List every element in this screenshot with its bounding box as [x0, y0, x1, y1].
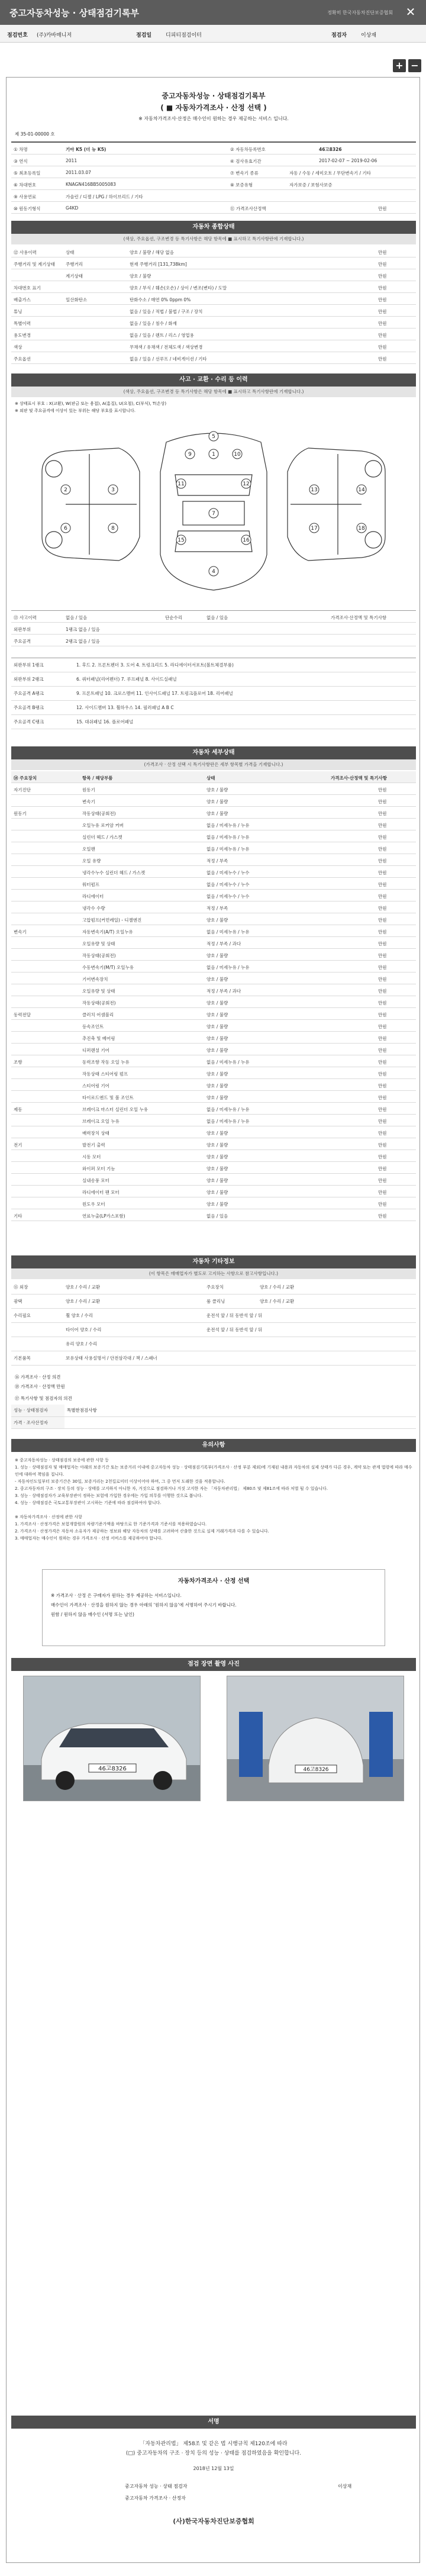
window-title: 중고자동차성능 · 상태점검기록부 [9, 8, 140, 18]
detail-row: 와이퍼 모터 기능 양호 / 불량 만원 [11, 1162, 416, 1174]
report-sheet [6, 77, 420, 2563]
part-marker [108, 485, 118, 494]
notice-line: 3. 성능 · 상태점검자가 교육부장관이 정하는 보험에 가입한 경우에는 가입 의무를 이행한 것으로 봅니다. [15, 1493, 203, 1498]
notice-text [15, 1457, 412, 1542]
part-marker [309, 485, 319, 494]
basic-info-table [11, 141, 416, 214]
detail-row: 작동상태(공회전) 양호 / 불량 만원 [11, 949, 416, 961]
other-row: 유리 양호 / 수리 [11, 1337, 416, 1351]
summary-section-note: (색상, 주요옵션, 구조변경 등 특기사항은 해당 항목에 ■ 표시하고 특기사항란에 기재합니다.) [11, 234, 416, 244]
detail-table [11, 771, 416, 1221]
notice-section-header: 유의사항 [11, 1439, 416, 1452]
detail-row: 전기 발전기 출력 양호 / 불량 만원 [11, 1138, 416, 1150]
accident-legend-2: ※ 외판 및 주요골격에 이상이 있는 부위는 해당 부호를 표시합니다. [15, 408, 135, 413]
part-marker [309, 523, 319, 533]
close-icon[interactable]: ✕ [405, 5, 416, 19]
detail-row: 동력전달 클러치 어셈블리 양호 / 불량 만원 [11, 1008, 416, 1020]
summary-row: 배출가스 일산화탄소 탄화수소 / 매연 0% 0ppm 0% 만원 [11, 293, 416, 305]
accident-table [11, 610, 416, 646]
svg-text:46고8326: 46고8326 [98, 1766, 127, 1772]
other-row: 타이어 양호 / 수리 운전석 앞 / 뒤 동반석 앞 / 뒤 [11, 1323, 416, 1337]
zoom-out-button[interactable]: − [408, 59, 421, 72]
part-marker [209, 449, 218, 459]
svg-text:12: 12 [243, 481, 250, 487]
detail-section-note: (가격조사 · 산정 선택 시 특기사항란은 세부 항목별 가격을 기재합니다.) [11, 759, 416, 770]
exterior-row: 외판부위 1랭크 1. 후드 2. 프론트펜더 3. 도어 4. 트렁크리드 5. 라디에이터서포트(볼트체결부품) [11, 658, 416, 672]
detail-row: 자기진단 원동기 양호 / 불량 만원 [11, 783, 416, 795]
summary-row: 주행거리 및 계기상태 주행거리 현재 주행거리 [131,738km] 만원 [11, 257, 416, 269]
svg-text:7: 7 [212, 511, 215, 517]
detail-row: 냉각수 수량 적정 / 부족 만원 [11, 901, 416, 913]
inspection-photo-front [23, 1676, 201, 1801]
basic-row: ③ 연식 2011 ④ 검사유효기간 2017-02-07 ~ 2019-02-06 [11, 154, 416, 166]
photo-section-header: 점검 장면 촬영 사진 [11, 1658, 416, 1671]
detail-row: 배력장치 상태 양호 / 불량 만원 [11, 1126, 416, 1138]
detail-row: 오일팬 없음 / 미세누유 / 누유 만원 [11, 842, 416, 854]
detail-row: 디퍼렌셜 기어 양호 / 불량 만원 [11, 1044, 416, 1055]
svg-text:14: 14 [358, 487, 365, 493]
detail-header-row: ⑭ 주요장치 항목 / 해당부품 상태 가격조사·산정액 및 특기사항 [11, 771, 416, 783]
basic-row: ① 차명 기아 K5 (더 뉴 K5) ② 자동차등록번호 46고8326 [11, 143, 416, 154]
label-inspection-no: 점검번호 [7, 33, 28, 38]
other-row: 기본품목 보유상태 사용설명서 / 안전삼각대 / 잭 / 스패너 [11, 1351, 416, 1366]
detail-row: 등속조인트 양호 / 불량 만원 [11, 1020, 416, 1032]
detail-row: 실내송풍 모터 양호 / 불량 만원 [11, 1174, 416, 1186]
basic-row: ⑤ 최초등록일 2011.03.07 ⑦ 변속기 종류 자동 / 수동 / 세미오토 / 무단변속기 / 기타 [11, 166, 416, 178]
svg-text:11: 11 [178, 481, 185, 487]
part-marker [357, 485, 366, 494]
other-info-table [11, 1280, 416, 1366]
svg-text:16: 16 [243, 537, 250, 543]
svg-text:10: 10 [234, 452, 241, 458]
inspection-photo-rear [227, 1676, 404, 1801]
notice-line [15, 1506, 412, 1514]
detail-row: 기타 연료누출(LP가스포함) 없음 / 있음 만원 [11, 1209, 416, 1221]
price-selection-line: 매수인이 가격조사 · 산정을 원하지 않는 경우 아래의 ‘원하지 않음’에 서명하여 주시기 바랍니다. [51, 1602, 237, 1608]
detail-row: 기어변속장치 양호 / 불량 만원 [11, 973, 416, 984]
detail-row: 오일유량 및 상태 적정 / 부족 / 과다 만원 [11, 937, 416, 949]
exterior-row: 외판부위 2랭크 6. 쿼터패널(리어펜더) 7. 루프패널 8. 사이드실패널 [11, 672, 416, 687]
accident-row: ⑬ 사고이력 없음 / 있음 단순수리 없음 / 있음 가격조사·산정액 및 특기사항 [11, 611, 416, 623]
issuing-organization: (사)한국자동차진단보증협회 [173, 2517, 254, 2525]
document-title: 중고자동차성능 · 상태점검기록부 [162, 92, 266, 100]
notice-line: ※ 자동차가격조사 · 산정에 관한 사항 [15, 1515, 82, 1519]
value-inspector: 이상재 [361, 33, 377, 38]
svg-text:1: 1 [212, 452, 215, 458]
document-number-suffix: 호 [50, 131, 55, 137]
label-inspection-date: 점검일 [136, 33, 152, 38]
detail-row: 오일 유량 적정 / 부족 만원 [11, 854, 416, 866]
detail-row: 조향 동력조향 작동 오일 누유 없음 / 미세누유 / 누유 만원 [11, 1055, 416, 1067]
value-inspection-date: 디피티점검이터 [166, 33, 202, 38]
document-number [15, 131, 55, 137]
wheel-front-right [365, 461, 382, 477]
basic-row: ⑥ 차대번호 KNAGN416BB5005083 ⑧ 보증유형 자가보증 / 보험사보증 [11, 178, 416, 190]
detail-row: 실린더 헤드 / 가스켓 없음 / 미세누유 / 누유 만원 [11, 830, 416, 842]
inspection-photos [11, 1676, 416, 1806]
part-marker [209, 566, 218, 576]
notice-line: 3. 매매업자는 매수인이 원하는 경우 가격조사 · 산정 서비스를 제공하여야 합니다. [15, 1536, 163, 1541]
svg-text:17: 17 [311, 526, 318, 532]
document-subtitle: ( ■ 자동차가격조사 · 산정 선택 ) [160, 104, 267, 112]
detail-row: 브레이크 오일 누유 없음 / 미세누유 / 누유 만원 [11, 1115, 416, 1126]
other-row: 수리필요 휠 양호 / 수리 운전석 앞 / 뒤 동반석 앞 / 뒤 [11, 1309, 416, 1323]
notice-line: 1. 성능 · 상태점검자 및 매매업자는 아래의 보증기간 또는 보증거리 이내에 중고자동차 성능 · 상태점검기록부(가격조사 · 산정 부분 제외)에 기재된 내용과 자동차의 실제 상태가 다른 경우, 계약 또는 관계 법령에 따라 매수인에 대하여 책임을 집니다. [15, 1465, 412, 1477]
basic-row: ⑩ 원동기형식 G4KD ⑪ 가격조사산정액 만원 [11, 202, 416, 214]
header-right-text: 정확히 한국자동차진단보증협회 [327, 10, 393, 15]
summary-section-header: 자동차 종합상태 [11, 221, 416, 234]
summary-row: 용도변경 없음 / 있음 / 렌트 / 리스 / 영업용 만원 [11, 329, 416, 340]
accident-row: 외판부위 1랭크 없음 / 있음 [11, 623, 416, 635]
detail-row: 윈도우 모터 양호 / 불량 만원 [11, 1197, 416, 1209]
notice-line: ※ 중고자동차성능 · 상태점검의 보증에 관한 사항 등 [15, 1458, 109, 1463]
price-selection-line: 원함 / 원하지 않음 매수인 (서명 또는 날인) [51, 1612, 134, 1617]
zoom-in-button[interactable]: + [393, 59, 406, 72]
other-section-header: 자동차 기타정보 [11, 1255, 416, 1268]
detail-row: 냉각수누수 실린더 헤드 / 가스켓 없음 / 미세누수 / 누수 만원 [11, 866, 416, 878]
exterior-row: 주요골격 C랭크 15. 대쉬패널 16. 플로어패널 [11, 715, 416, 729]
detail-row: 변속기 양호 / 불량 만원 [11, 795, 416, 807]
document-number-label: 제 [15, 131, 20, 137]
summary-row: 특별이력 없음 / 있음 / 침수 / 화재 만원 [11, 317, 416, 329]
svg-text:46고8326: 46고8326 [303, 1767, 329, 1773]
detail-row: 오일유량 및 상태 적정 / 부족 / 과다 만원 [11, 984, 416, 996]
price-amount-line: ⑱ 가격조사 · 산정액 만원 [15, 1384, 65, 1389]
summary-row: ⑫ 사용이력 상태 양호 / 불량 / 해당 없음 만원 [11, 246, 416, 257]
signature-date: 2018년 12월 13일 [193, 2466, 234, 2471]
exterior-parts-table [11, 658, 416, 729]
part-marker [357, 523, 366, 533]
svg-text:5: 5 [212, 434, 215, 440]
special-notes-label: ⑰ 특기사항 및 점검자의 의견 [15, 1396, 72, 1401]
summary-row: 색상 무채색 / 유채색 / 전체도색 / 색상변경 만원 [11, 340, 416, 352]
price-selection-line: ※ 가격조사 · 산정 은 구매자가 원하는 경우 제공하는 서비스입니다. [51, 1593, 182, 1598]
signature-line-1: 「자동차관리법」 제58조 및 같은 법 시행규칙 제120조에 따라 [140, 2441, 288, 2447]
svg-text:15: 15 [178, 537, 185, 543]
detail-row: 라디에이터 팬 모터 양호 / 불량 만원 [11, 1186, 416, 1197]
special-notes-table [11, 1405, 416, 1429]
svg-text:13: 13 [311, 487, 318, 493]
notice-line: 2. 가격조사 · 산정가격은 자동차 소유자가 제공하는 정보와 해당 자동차의 상태를 고려하여 산출한 것으로 실제 거래가격과 다를 수 있습니다. [15, 1529, 269, 1534]
exterior-row: 주요골격 B랭크 12. 사이드멤버 13. 휠하우스 14. 필러패널 A B C [11, 701, 416, 715]
document-number-value: 35-01-00000 [20, 131, 49, 137]
detail-row: 수동변속기(M/T) 오일누유 없음 / 미세누유 / 누유 만원 [11, 961, 416, 973]
value-inspection-no: (주)카바매니저 [37, 33, 72, 38]
other-section-note: (이 항목은 매매업자가 별도로 고지하는 사항으로 참고사항입니다.) [11, 1268, 416, 1279]
detail-row: 시동 모터 양호 / 불량 만원 [11, 1150, 416, 1162]
summary-table [11, 246, 416, 364]
detail-row: 작동상태 스티어링 펌프 양호 / 불량 만원 [11, 1067, 416, 1079]
part-marker [185, 449, 195, 459]
detail-row: 변속기 자동변속기(A/T) 오일누유 없음 / 미세누유 / 누유 만원 [11, 925, 416, 937]
price-selection-text [51, 1591, 236, 1619]
label-inspector: 점검자 [331, 33, 347, 38]
part-marker [108, 523, 118, 533]
part-marker [241, 535, 251, 545]
part-marker [176, 479, 186, 488]
summary-row: 계기상태 양호 / 불량 만원 [11, 269, 416, 281]
svg-text:4: 4 [212, 569, 215, 575]
notice-line: 4. 성능 · 상태점검은 국토교통부장관이 고시하는 기준에 따라 점검하여야 합니다. [15, 1500, 162, 1505]
other-row: ⑮ 외장 양호 / 수리 / 교환 주요장치 양호 / 수리 / 교환 [11, 1280, 416, 1295]
detail-section-header: 자동차 세부상태 [11, 746, 416, 759]
wheel-rear-right [365, 532, 382, 548]
part-marker [61, 523, 70, 533]
signature-section-header: 서명 [11, 2416, 416, 2429]
svg-text:8: 8 [111, 526, 115, 532]
part-marker [176, 535, 186, 545]
part-marker [233, 449, 242, 459]
accident-section-note: (색상, 주요옵션, 구조변경 등 특기사항은 해당 항목에 ■ 표시하고 특기사항란에 기재합니다.) [11, 387, 416, 397]
document-note: ※ 자동차가격조사·산정은 매수인이 원하는 경우 제공하는 서비스 입니다. [138, 116, 289, 121]
notice-line: - 자동차인도일부터 보증기간은 30일, 보증거리는 2천킬로미터 이상이어야 하며, 그 중 먼저 도래한 것을 적용합니다. [15, 1479, 225, 1484]
detail-row: 스티어링 기어 양호 / 불량 만원 [11, 1079, 416, 1091]
signer-role-1: 중고자동차 성능 · 상태 점검자 [125, 2484, 188, 2489]
part-marker [61, 485, 70, 494]
signature-line-2: (□) 중고자동차의 구조 · 장치 등의 성능 · 상태를 점검하였음을 확인합니다. [125, 2451, 302, 2456]
accident-section-header: 사고 · 교환 · 수리 등 이력 [11, 373, 416, 387]
inspection-info-bar [0, 25, 426, 43]
wheel-rear-left [46, 532, 62, 548]
detail-row: 추진축 및 베어링 양호 / 불량 만원 [11, 1032, 416, 1044]
special-row: 성능 · 상태점검자 특별한점검사항 [11, 1405, 416, 1416]
summary-row: 튜닝 없음 / 있음 / 적법 / 불법 / 구조 / 장치 만원 [11, 305, 416, 317]
special-row: 가격 · 조사산정자 [11, 1416, 416, 1428]
detail-row: 타이로드엔드 및 볼 조인트 양호 / 불량 만원 [11, 1091, 416, 1103]
svg-text:6: 6 [64, 526, 67, 532]
detail-row: 라디에이터 없음 / 미세누수 / 누수 만원 [11, 890, 416, 901]
window-titlebar [0, 0, 426, 25]
accident-legend: ※ 상태표시 부호 : X(교환), W(판금 또는 용접), A(흠집), U(요철), C(부식), T(손상) [15, 401, 167, 406]
basic-row: ⑨ 사용연료 가솔린 / 디젤 / LPG / 하이브리드 / 기타 [11, 190, 416, 202]
vehicle-diagram [30, 418, 397, 602]
detail-row: 작동상태(공회전) 양호 / 불량 만원 [11, 996, 416, 1008]
price-selection-title: 자동차가격조사 · 산정 선택 [178, 1578, 250, 1585]
signer-role-2: 중고자동차 가격조사 · 산정자 [125, 2496, 186, 2501]
part-marker [209, 432, 218, 441]
summary-row: 주요옵션 없음 / 있음 / 선루프 / 네비게이션 / 기타 만원 [11, 352, 416, 364]
signer-name-1: 이상재 [338, 2484, 352, 2489]
svg-text:2: 2 [64, 487, 67, 493]
price-opinion-label: ⑯ 가격조사 · 산정 의견 [15, 1374, 61, 1380]
notice-line: 2. 중고자동차의 구조 · 장치 등의 성능 · 상태를 고지하지 아니한 자, 거짓으로 점검하거나 거짓 고지한 자는 「자동차관리법」 제80조 및 제81조에 따라 처벌 될 수 있습니다. [15, 1486, 328, 1491]
accident-row: 주요골격 2랭크 없음 / 있음 [11, 635, 416, 646]
part-marker [241, 479, 251, 488]
wheel-front-left [46, 461, 62, 477]
price-selection-box [42, 1569, 385, 1646]
other-row: 광택 양호 / 수리 / 교환 룸 클리닝 양호 / 수리 / 교환 [11, 1295, 416, 1309]
detail-row: 고압펌프(커먼레일) - 디젤엔진 양호 / 불량 만원 [11, 913, 416, 925]
summary-row: 차대번호 표기 양호 / 부식 / 훼손(오손) / 상이 / 변조(변타) / 도말 만원 [11, 281, 416, 293]
svg-text:18: 18 [358, 526, 365, 532]
svg-text:3: 3 [111, 487, 115, 493]
detail-row: 워터펌프 없음 / 미세누수 / 누수 만원 [11, 878, 416, 890]
exterior-row: 주요골격 A랭크 9. 프론트패널 10. 크로스멤버 11. 인사이드패널 17. 트렁크플로어 18. 리어패널 [11, 687, 416, 701]
detail-row: 원동기 작동상태(공회전) 양호 / 불량 만원 [11, 807, 416, 819]
detail-row: 오일누유 로커암 커버 없음 / 미세누유 / 누유 만원 [11, 819, 416, 830]
detail-row: 제동 브레이크 마스터 실린더 오일 누유 없음 / 미세누유 / 누유 만원 [11, 1103, 416, 1115]
notice-line: 1. 가격조사 · 산정가격은 보험개발원의 차량기준가액을 바탕으로 한 기준가격과 기준서를 적용하였습니다. [15, 1522, 207, 1527]
svg-text:9: 9 [188, 452, 192, 458]
part-marker [209, 508, 218, 518]
